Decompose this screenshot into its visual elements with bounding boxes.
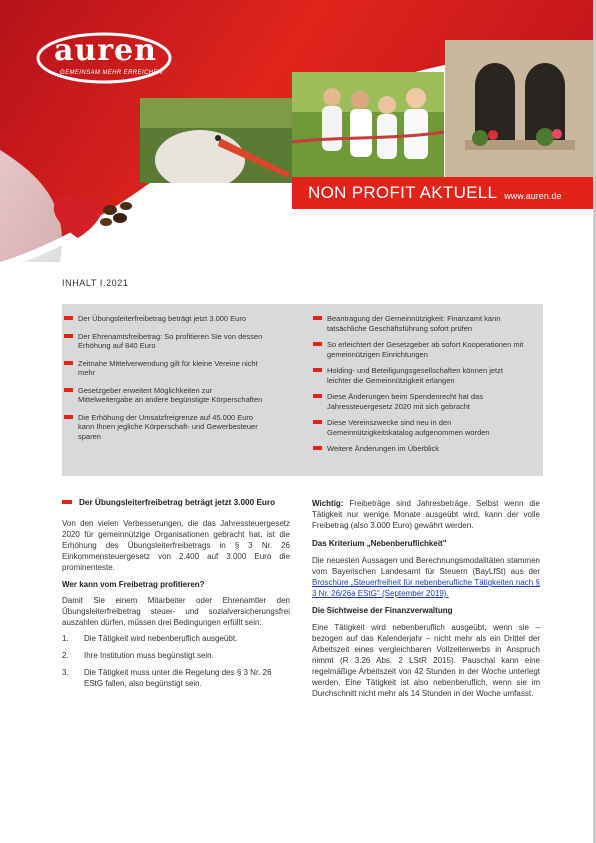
toc-item[interactable]: Gesetzgeber erweitert Möglichkeiten zur Mittelweitergabe an andere begünstigte Körperschaften [64,386,264,405]
bullet-icon [313,420,322,424]
paragraph: Eine Tätigkeit wird nebenberuflich ausgeübt, wenn sie – bezogen auf das Kalenderjahr – nicht mehr als ein Drittel der Arbeitszeit eines vergleichbaren Vollzeiterwerbs in Anspruch nimmt (R 3.26 Abs. 2 LStR 2015). Pauschal kann eine regelmäßige Arbeitszeit von 42 Stunden in der Woche unterlegt werden. Eine Tätigkeit ist also nebenberuflich, wenn sie im Durchschnitt nicht mehr als 14 Stunden in der Woche umfasst. [312,623,540,698]
conditions-list [62,633,290,689]
banner-url[interactable]: www.auren.de [504,190,562,201]
bullet-icon [313,394,322,398]
toc-item[interactable]: So erleichtert der Gesetzgeber ab sofort Kooperationen mit gemeinnützigen Einrichtungen [313,340,528,359]
list-number: 2. [62,651,69,660]
article-left-column [62,498,290,695]
logo-tagline: GEMEINSAM MEHR ERREICHEN [60,70,163,76]
list-item [62,667,290,689]
list-text: Ihre Institution muss begünstigt sein. [84,651,214,660]
toc-item[interactable]: Holding- und Beteiligungsgesellschaften können jetzt leichter die Gemeinnützigkeit erlangen [313,366,528,385]
toc-item[interactable]: Der Ehrenamtsfreibetrag: So profitieren Sie von dessen Erhöhung auf 840 Euro [64,332,264,351]
logo-wordmark: auren [54,33,157,68]
bullet-icon [313,316,322,320]
bullet-icon [62,500,72,504]
bullet-icon [64,388,73,392]
bullet-icon [64,316,73,320]
note-label: Wichtig: [312,499,344,508]
auren-logo [34,30,184,85]
list-item [62,633,290,644]
bullet-icon [64,334,73,338]
banner-title: NON PROFIT AKTUELL [308,183,498,202]
toc-item[interactable]: Der Übungsleiterfreibetrag beträgt jetzt 3.000 Euro [64,314,264,324]
toc-item[interactable]: Zeitnahe Mittelverwendung gilt für kleine Vereine nicht mehr [64,359,264,378]
section-heading: Die Sichtweise der Finanzverwaltung [312,606,453,615]
contents-title: INHALT I.2021 [62,278,129,288]
toc-right-column [313,314,528,461]
paragraph: Damit Sie einem Mitarbeiter oder Ehrenamtler den Übungsleiterfreibetrag steuer- und sozialversicherungsfrei auszahlen dürfen, müssen drei Bedingungen erfüllt sein: [62,596,290,627]
article-right-column [312,498,540,699]
people-tug-of-war-photo [292,72,444,177]
bullet-icon [64,415,73,419]
window-flowers-photo [445,40,593,177]
heart-coffee-photo [48,180,138,250]
header [0,0,593,270]
toc-item[interactable]: Beantragung der Gemeinnützigkeit: Finanzamt kann tatsächliche Geschäftsführung sofort prüfen [313,314,528,333]
toc-item[interactable]: Diese Änderungen beim Spendenrecht hat das Jahressteuergesetz 2020 mit sich gebracht [313,392,528,411]
list-number: 3. [62,668,69,677]
note-text: Freibeträge sind Jahresbeträge. Selbst wenn die Tätigkeit nur wenige Monate ausgeübt wird, kann der volle Freibetrag (also 3.000 Euro) gewährt werden. [312,499,540,530]
bullet-icon [313,342,322,346]
bullet-icon [313,368,322,372]
list-text: Die Tätigkeit muss unter die Regelung des § 3 Nr. 26 EStG fallen, also begünstigt sein. [84,668,272,688]
list-item [62,650,290,661]
list-text: Die Tätigkeit wird nebenberuflich ausgeübt. [84,634,238,643]
brochure-link[interactable]: Broschüre „Steuerfreiheit für nebenberufliche Tätigkeiten nach § 3 Nr. 26/26a EStG" (September 2019). [312,578,540,598]
paragraph: Die neuesten Aussagen und Berechnungsmodalitäten stammen vom Bayerischen Landesamt für Steuern (BayLfSt) aus der Broschüre „Steuerfreiheit für nebenberufliche Tätigkeiten nach § 3 Nr. 26/26a EStG" (September 2019). [312,556,540,598]
toc-item[interactable]: Diese Vereinszwecke sind neu in den Gemeinnützigkeitskatalog aufgenommen worden [313,418,528,437]
list-number: 1. [62,634,69,643]
toc-item[interactable]: Weitere Änderungen im Überblick [313,444,528,454]
note-paragraph [312,498,540,531]
toc-item[interactable]: Die Erhöhung der Umsatzfreigrenze auf 45.000 Euro kann Ihnen jegliche Körperschaft- und Gewerbesteuer sparen [64,413,264,442]
section-heading: Das Kriterium „Nebenberuflichkeit" [312,539,447,548]
newsletter-banner [292,177,593,209]
toc-left-column [64,314,264,449]
table-of-contents [62,304,543,476]
bullet-icon [313,446,322,450]
article-title: Der Übungsleiterfreibetrag beträgt jetzt 3.000 Euro [62,498,290,508]
bullet-icon [64,361,73,365]
article-intro: Von den vielen Verbesserungen, die das Jahressteuergesetz 2020 für gemeinnützige Organisationen gebracht hat, ist die Erhöhung des Übungsleiterfreibetrags in § 3 Nr. 26 Einkommensteuergesetz von 2.400 auf 3.000 Euro die prominenteste. [62,519,290,572]
section-heading: Wer kann vom Freibetrag profitieren? [62,580,205,589]
stork-photo [140,98,292,183]
